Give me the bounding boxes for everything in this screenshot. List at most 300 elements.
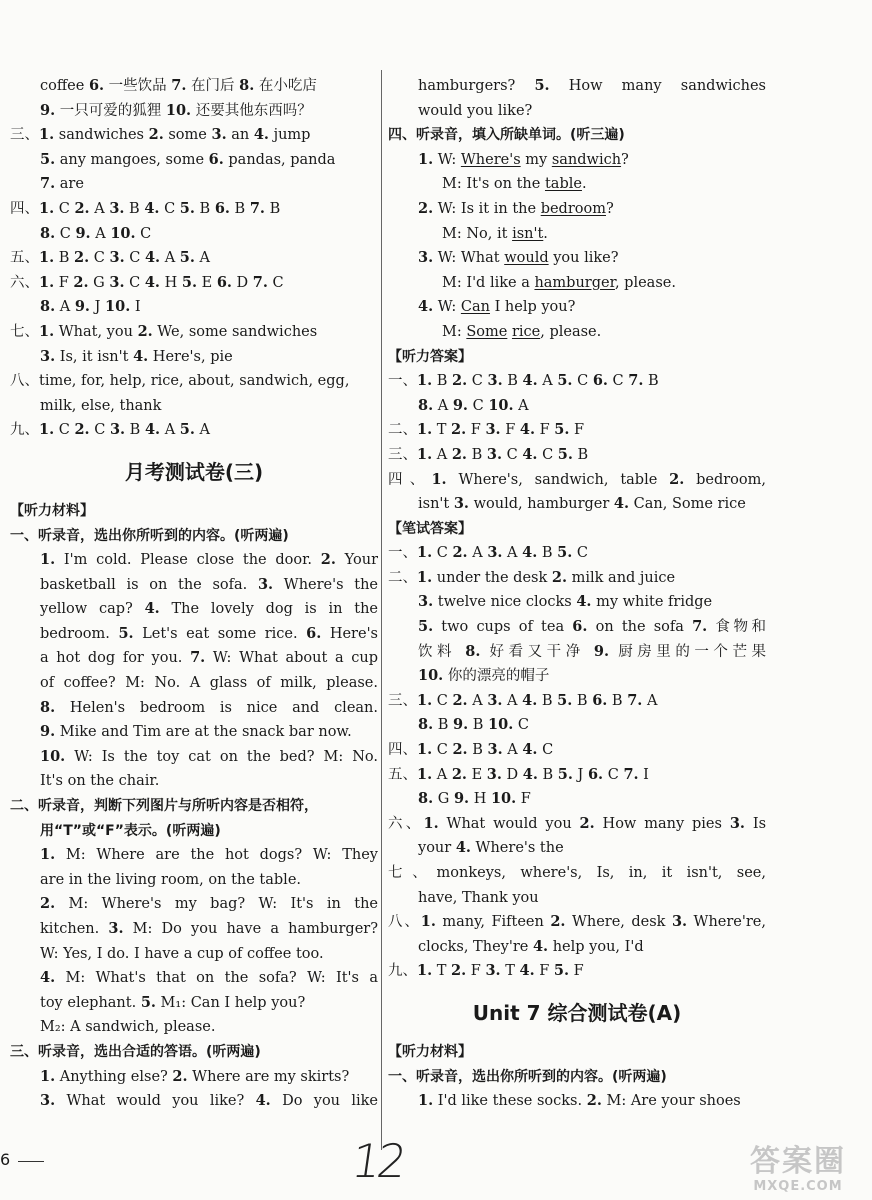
text-segment: C xyxy=(607,373,629,390)
text-line xyxy=(10,892,378,917)
text-segment: T xyxy=(432,422,452,439)
text-segment: 1. xyxy=(40,846,56,864)
text-line xyxy=(388,148,766,173)
text-segment: basketball is on the sofa. xyxy=(40,576,258,593)
text-segment: G xyxy=(433,791,454,808)
text-segment: 2. xyxy=(586,1092,602,1110)
text-segment: 2. xyxy=(74,199,90,217)
text-segment: A xyxy=(467,545,488,562)
text-segment: W: Is the toy cat on the bed? M: No. xyxy=(65,748,378,765)
text-segment: 2. xyxy=(451,421,467,439)
text-segment: C xyxy=(55,225,76,242)
text-segment: B xyxy=(466,446,487,463)
text-segment: isn't xyxy=(418,496,454,513)
text-segment: 三、 xyxy=(10,127,39,144)
text-segment: help you, I'd xyxy=(548,938,644,955)
text-segment: Can, Some rice xyxy=(629,496,746,513)
text-segment: 5. xyxy=(118,624,134,642)
text-segment: 在小吃店 xyxy=(254,78,317,94)
text-line xyxy=(388,886,766,911)
text-segment: M: I'd like a xyxy=(442,274,535,291)
text-segment: 四、 xyxy=(388,471,432,488)
text-segment: 9. xyxy=(593,642,610,660)
text-segment: 4. xyxy=(255,1092,271,1110)
text-segment: Where, desk xyxy=(565,914,672,931)
text-segment: E xyxy=(197,274,217,291)
text-segment: A xyxy=(502,742,523,759)
text-segment: 2. xyxy=(452,741,468,759)
text-segment: 2. xyxy=(172,1067,188,1085)
section-heading xyxy=(388,123,766,148)
text-segment: 3. xyxy=(40,347,56,365)
section-heading xyxy=(10,1040,378,1065)
text-segment: 7. xyxy=(40,175,56,193)
text-segment: 4. xyxy=(522,544,538,562)
text-segment: bedroom. xyxy=(40,625,119,642)
text-segment: have, Thank you xyxy=(418,889,539,906)
text-segment: Unit 7 综合测试卷(A) xyxy=(472,1000,682,1025)
text-segment: 1. xyxy=(431,470,447,488)
text-segment: 6. xyxy=(306,624,322,642)
text-segment: 一、 xyxy=(388,545,417,562)
text-segment: 7. xyxy=(628,372,644,390)
text-line xyxy=(10,295,378,320)
text-segment: B xyxy=(432,373,453,390)
text-segment: E xyxy=(466,766,487,783)
text-segment: 5. xyxy=(418,618,434,636)
text-segment: W: What about a cup xyxy=(205,650,378,667)
text-segment: Helen's bedroom is nice and clean. xyxy=(55,699,378,716)
text-segment: The lovely dog is in the xyxy=(159,601,378,618)
text-segment: 5. xyxy=(557,691,573,709)
text-line xyxy=(10,745,378,770)
text-line xyxy=(388,369,766,394)
text-segment: B xyxy=(125,422,145,439)
text-segment: B xyxy=(502,373,523,390)
text-segment: C xyxy=(89,422,110,439)
text-segment: W: xyxy=(433,299,461,316)
text-segment: 5. xyxy=(553,962,570,980)
text-segment: 七、monkeys, where's, Is, in, it isn't, see, xyxy=(388,865,766,881)
text-segment: 3. xyxy=(109,273,125,291)
text-segment: 3. xyxy=(486,445,502,463)
text-line xyxy=(388,295,766,320)
text-segment: 2. xyxy=(74,421,90,439)
text-segment: We, some sandwiches xyxy=(152,323,318,340)
text-line xyxy=(388,615,766,640)
text-line xyxy=(388,640,766,665)
text-segment: Do you like xyxy=(270,1093,378,1110)
text-segment: Your xyxy=(335,552,378,569)
text-segment: kitchen. xyxy=(40,921,109,937)
text-segment: 8. xyxy=(418,716,434,734)
text-line xyxy=(10,99,378,124)
text-line xyxy=(388,787,766,812)
text-segment: 4. xyxy=(253,126,269,144)
text-line xyxy=(388,763,766,788)
text-segment: 4. xyxy=(532,937,549,955)
text-line xyxy=(10,548,378,573)
text-segment: 还要其他东西吗？ xyxy=(191,102,312,119)
section-heading xyxy=(10,524,378,549)
text-segment: many, Fifteen xyxy=(435,914,551,931)
text-segment: ? xyxy=(605,200,614,217)
text-line xyxy=(10,942,378,967)
text-segment: bedroom, xyxy=(684,471,766,488)
text-line xyxy=(10,1065,378,1090)
text-segment: 3. xyxy=(418,249,434,267)
text-segment: G xyxy=(88,274,110,291)
text-segment: M: Where's my bag? W: It's in the xyxy=(55,896,378,913)
text-segment: 1. xyxy=(39,199,55,217)
text-segment: A xyxy=(160,422,180,439)
text-line xyxy=(388,935,766,960)
text-segment: F xyxy=(466,963,486,980)
text-segment: 一些饮品 xyxy=(104,78,172,94)
text-segment: C xyxy=(603,766,624,783)
text-segment: M: It's on the xyxy=(442,176,545,193)
text-segment: 4. xyxy=(613,495,630,513)
text-segment: 1. xyxy=(418,1092,434,1110)
answer-fill: hamburger xyxy=(534,274,615,291)
text-segment: C xyxy=(432,742,453,759)
text-segment: 3. xyxy=(211,126,227,144)
text-segment: 9. xyxy=(453,790,470,808)
text-segment: Is xyxy=(744,815,766,832)
text-segment: would you like? xyxy=(418,102,533,119)
answer-fill: Some xyxy=(466,323,508,340)
text-segment: 4. xyxy=(144,273,160,291)
text-segment: clocks, They're xyxy=(418,938,533,955)
text-line xyxy=(388,172,766,197)
text-segment: 9. xyxy=(453,716,469,734)
text-segment: 7. xyxy=(627,691,643,709)
text-segment: M: Are your shoes xyxy=(601,1093,741,1110)
text-segment: A xyxy=(432,766,452,783)
text-segment: 8. xyxy=(465,642,481,660)
text-segment: J xyxy=(89,299,106,316)
text-segment: F xyxy=(516,791,531,808)
text-line xyxy=(388,320,766,345)
site-watermark xyxy=(732,1145,864,1194)
text-segment: 3. xyxy=(418,593,434,611)
text-segment: B xyxy=(229,200,250,217)
text-segment: hamburgers? xyxy=(418,78,535,94)
text-segment: A xyxy=(432,446,452,463)
text-segment: B xyxy=(467,742,488,759)
text-segment: 2. xyxy=(451,765,467,783)
text-segment: 9. xyxy=(40,723,56,741)
handwritten-page-note: 12 xyxy=(348,1134,407,1188)
text-segment: 3. xyxy=(486,765,502,783)
section-heading xyxy=(10,499,378,524)
text-line xyxy=(388,566,766,591)
text-segment: A xyxy=(537,373,558,390)
text-segment: C xyxy=(537,446,558,463)
text-segment: A xyxy=(502,545,523,562)
text-line xyxy=(10,917,378,942)
answer-fill: would xyxy=(504,250,549,267)
text-line xyxy=(388,418,766,443)
text-segment: 2. xyxy=(579,814,595,832)
text-line xyxy=(10,418,378,443)
text-segment: 1. xyxy=(39,126,55,144)
text-segment: 5. xyxy=(40,150,56,168)
text-segment: 2. xyxy=(451,445,467,463)
text-line xyxy=(388,836,766,861)
text-segment: 2. xyxy=(320,551,336,569)
text-segment: 一、 xyxy=(388,373,417,390)
text-segment: twelve nice clocks xyxy=(433,594,577,611)
text-segment: A xyxy=(160,250,180,267)
text-segment: B xyxy=(607,692,628,709)
text-segment: two cups of tea xyxy=(433,619,573,636)
text-segment: 9. xyxy=(452,396,468,414)
text-segment: 你的漂亮的帽子 xyxy=(443,668,550,685)
text-line xyxy=(10,671,378,696)
text-segment: 1. xyxy=(417,372,433,390)
page-number-rule xyxy=(18,1161,44,1162)
text-segment: B xyxy=(572,692,593,709)
text-segment: F xyxy=(54,274,74,291)
text-segment: 3. xyxy=(487,372,503,390)
text-segment: 6. xyxy=(592,372,608,390)
text-segment: 1. xyxy=(417,544,433,562)
text-segment: I'd like these socks. xyxy=(433,1093,587,1110)
text-segment: 1. xyxy=(417,445,433,463)
text-line xyxy=(388,590,766,615)
section-heading xyxy=(10,794,378,819)
text-segment: 4. xyxy=(40,969,56,987)
text-line xyxy=(388,99,766,124)
text-segment: C xyxy=(267,274,284,291)
text-line xyxy=(388,394,766,419)
text-segment: T xyxy=(432,963,452,980)
text-segment: 食物和 xyxy=(707,619,766,636)
text-segment: Here's, pie xyxy=(148,348,233,365)
text-segment: 4. xyxy=(519,421,536,439)
text-segment: jump xyxy=(268,127,311,144)
text-segment: 4. xyxy=(144,249,161,267)
text-segment: C xyxy=(572,545,589,562)
text-segment: M: Do you have a hamburger? xyxy=(123,921,378,937)
text-line xyxy=(10,222,378,247)
text-line xyxy=(10,991,378,1016)
text-segment: C xyxy=(89,250,110,267)
text-segment: F xyxy=(535,422,555,439)
text-segment: toy elephant. xyxy=(40,994,141,1011)
text-segment: B xyxy=(54,250,75,267)
text-line xyxy=(388,492,766,517)
text-segment: 六、 xyxy=(388,815,424,832)
text-segment: milk, else, thank xyxy=(40,397,162,414)
text-segment: 2. xyxy=(452,691,468,709)
text-segment: 10. xyxy=(105,298,131,316)
text-line xyxy=(10,868,378,893)
text-line xyxy=(10,148,378,173)
text-segment: 10. xyxy=(165,101,192,119)
text-segment: J xyxy=(572,766,588,783)
text-segment: B xyxy=(537,545,558,562)
text-segment: 4. xyxy=(133,347,149,365)
text-segment: 1. xyxy=(418,150,434,168)
text-line xyxy=(10,696,378,721)
text-segment: 3. xyxy=(109,199,125,217)
text-segment: 2. xyxy=(669,470,685,488)
text-segment: 2. xyxy=(148,126,164,144)
text-segment: F xyxy=(569,422,585,439)
text-segment: 【听力答案】 xyxy=(388,348,472,365)
text-line xyxy=(10,271,378,296)
text-segment: C xyxy=(432,692,453,709)
text-segment: C xyxy=(54,422,75,439)
text-line xyxy=(10,369,378,394)
page-number: 6 xyxy=(0,1150,11,1169)
text-segment: 1. xyxy=(423,814,439,832)
text-segment: my xyxy=(520,151,552,168)
text-segment: 1. xyxy=(39,421,55,439)
text-segment: 9. xyxy=(40,101,56,119)
text-segment: 八、 xyxy=(388,914,421,931)
text-segment: 月考测试卷(三) xyxy=(124,459,264,484)
text-segment: 3. xyxy=(487,741,503,759)
text-line xyxy=(10,320,378,345)
text-segment: 9. xyxy=(75,224,91,242)
text-segment: 七、 xyxy=(10,323,39,340)
text-segment: 四、听录音，填入所缺单词。(听三遍) xyxy=(388,127,625,144)
text-segment: 7. xyxy=(190,649,206,667)
text-segment: 九、 xyxy=(388,963,417,980)
text-segment: 1. xyxy=(417,962,433,980)
text-segment: 2. xyxy=(550,913,566,931)
text-segment: 4. xyxy=(522,741,538,759)
text-segment: 4. xyxy=(522,372,538,390)
text-segment: 5. xyxy=(557,544,573,562)
text-segment: A xyxy=(194,250,211,267)
answer-fill: bedroom xyxy=(540,200,606,217)
text-segment: 6. xyxy=(216,273,232,291)
answer-fill: sandwich xyxy=(551,151,622,168)
text-segment: 2. xyxy=(452,372,468,390)
text-segment: C xyxy=(513,717,529,734)
text-segment: 5. xyxy=(181,273,197,291)
column-divider xyxy=(381,70,382,1150)
text-segment: 4. xyxy=(144,199,160,217)
section-heading xyxy=(388,517,766,542)
text-segment: Where are my skirts? xyxy=(187,1068,350,1085)
text-line xyxy=(388,861,766,886)
text-segment: C xyxy=(502,446,523,463)
text-segment: 10. xyxy=(418,667,444,685)
text-segment: I xyxy=(638,766,649,783)
text-line xyxy=(10,345,378,370)
text-segment: . xyxy=(581,176,587,193)
text-segment: 8. xyxy=(40,298,56,316)
text-segment: D xyxy=(501,766,523,783)
text-segment: 8. xyxy=(418,790,434,808)
text-segment: 3. xyxy=(487,544,503,562)
text-segment: 3. xyxy=(453,495,469,513)
text-segment: 4. xyxy=(144,421,161,439)
text-line xyxy=(10,394,378,419)
text-segment: a hot dog for you. xyxy=(40,650,191,667)
text-segment: coffee xyxy=(40,78,89,94)
text-segment: under the desk xyxy=(432,569,552,586)
text-segment: B xyxy=(433,717,454,734)
section-heading xyxy=(10,819,378,844)
text-segment: 1. xyxy=(40,551,56,569)
text-segment: 1. xyxy=(39,322,55,340)
text-segment: 【笔试答案】 xyxy=(388,520,472,537)
text-segment: 8. xyxy=(418,396,434,414)
text-line xyxy=(388,222,766,247)
text-segment: 1. xyxy=(420,913,436,931)
text-segment: 2. xyxy=(551,568,568,586)
text-line xyxy=(10,966,378,991)
text-segment: C xyxy=(124,274,145,291)
text-segment: any mangoes, some xyxy=(55,151,209,168)
text-line xyxy=(388,738,766,763)
text-segment: A xyxy=(502,692,523,709)
text-segment: F xyxy=(569,963,584,980)
text-segment: F xyxy=(534,963,554,980)
text-segment: on the sofa xyxy=(587,619,693,636)
section-heading xyxy=(388,345,766,370)
text-segment: A xyxy=(467,692,488,709)
text-segment: 【听力材料】 xyxy=(388,1043,472,1060)
text-segment: 4. xyxy=(522,765,538,783)
text-segment: T xyxy=(500,963,520,980)
text-segment: C xyxy=(537,742,554,759)
text-segment: 10. xyxy=(40,747,66,765)
text-segment: 九、 xyxy=(10,422,39,439)
text-segment: 5. xyxy=(179,249,195,267)
text-segment: 2. xyxy=(137,322,153,340)
text-segment: It's on the chair. xyxy=(40,773,160,790)
text-segment: 1. xyxy=(417,741,433,759)
text-segment: some xyxy=(163,127,212,144)
text-segment: B xyxy=(537,766,558,783)
text-segment: I xyxy=(130,299,141,316)
text-segment: 6. xyxy=(214,199,230,217)
text-segment: B xyxy=(643,373,659,390)
text-line xyxy=(10,843,378,868)
text-segment: 用“T”或“F”表示。(听两遍) xyxy=(40,822,221,839)
text-line xyxy=(10,597,378,622)
text-line xyxy=(388,271,766,296)
text-segment: 1. xyxy=(417,691,433,709)
text-segment: B xyxy=(194,200,215,217)
text-segment: M: Where are the hot dogs? W: They xyxy=(55,847,378,864)
text-segment: 四、 xyxy=(10,200,39,217)
text-line xyxy=(10,573,378,598)
text-segment: 4. xyxy=(519,962,535,980)
text-segment: 3. xyxy=(109,421,126,439)
text-segment: 一、听录音，选出你所听到的内容。(听两遍) xyxy=(10,527,289,544)
text-segment: 5. xyxy=(179,199,195,217)
text-segment: Where's the xyxy=(470,840,564,857)
text-segment: C xyxy=(124,250,145,267)
text-segment: 三、听录音，选出合适的答语。(听两遍) xyxy=(10,1043,261,1060)
text-line xyxy=(388,246,766,271)
text-segment: 1. xyxy=(39,273,55,291)
text-segment: 3. xyxy=(109,249,125,267)
text-segment: 六、 xyxy=(10,274,39,291)
text-segment: 4. xyxy=(522,691,538,709)
text-segment: C xyxy=(572,373,593,390)
text-segment: milk and juice xyxy=(567,569,676,586)
text-segment: A xyxy=(194,422,211,439)
